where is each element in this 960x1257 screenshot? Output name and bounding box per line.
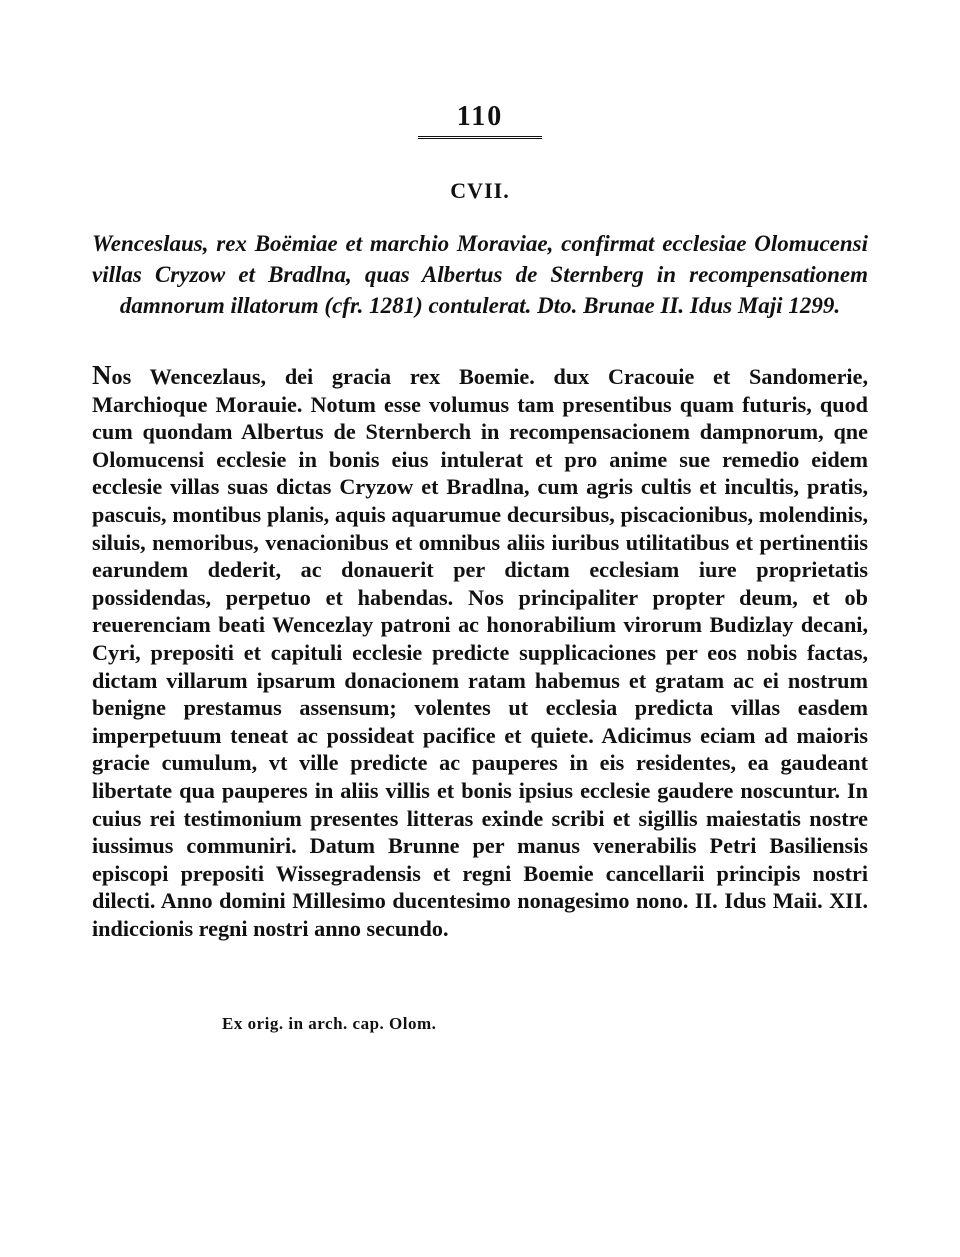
charter-text	[92, 362, 868, 942]
page-header	[92, 100, 868, 141]
charter-body: os Wencezlaus, dei gracia rex Boemie. dux Cracouie et Sandomerie, Marchioque Morauie. Notum esse volumus tam presentibus quam futuris, quod cum quondam Albertus de Sternberch in recompensacionem dampnorum, qne Olomucensi ecclesie in bonis eius intulerat et pro anime sue remedio eidem ecclesie villas suas dictas Cryzow et Bradlna, cum agris cultis et incultis, pratis, pascuis, montibus planis, aquis aquarumue decursibus, piscacionibus, molendinis, siluis, nemoribus, venacionibus et omnibus aliis iuribus utilitatibus et pertinentiis earundem dederit, ac donauerit per dictam ecclesiam iure proprietatis possidendas, perpetuo et habendas. Nos principaliter propter deum, et ob reuerenciam beati Wencezlay patroni ac honorabilium virorum Budizlay decani, Cyri, prepositi et capituli ecclesie predicte supplicaciones per eos nobis factas, dictam villarum ipsarum donacionem ratam habemus et gratam ac ei nostrum benigne prestamus assensum; volentes ut ecclesia predicta villas easdem imperpetuum teneat ac possideat pacifice et quiete. Adicimus eciam ad maioris gracie cumulum, vt ville predicte ac pauperes in eis residentes, ea gaudeant libertate qua pauperes in aliis villis et bonis ipsius ecclesie gaudere noscuntur. In cuius rei testimonium presentes litteras exinde scribi et sigillis maiestatis nostre iussimus communiri. Datum Brunne per manus venerabilis Petri Basiliensis episcopi prepositi Wissegradensis et regni Boemie cancellarii principis nostri dilecti. Anno domini Millesimo ducentesimo nonagesimo nono. II. Idus Maii. XII. indiccionis regni nostri anno secundo.	[92, 364, 868, 941]
charter-initial: N	[92, 360, 112, 390]
document-page	[92, 0, 868, 1257]
source-note: Ex orig. in arch. cap. Olom.	[222, 1014, 437, 1033]
page-number: 110	[456, 101, 504, 132]
regest-summary: Wenceslaus, rex Boëmiae et marchio Moraviae, confirmat ecclesiae Olomucensi villas Cryzow et Bradlna, quas Albertus de Sternberg in recompensationem damnorum illatorum (cfr. 1281) contulerat. Dto. Brunae II. Idus Maji 1299.	[92, 231, 868, 318]
document-number: CVII.	[450, 178, 510, 203]
header-rule	[418, 136, 542, 141]
